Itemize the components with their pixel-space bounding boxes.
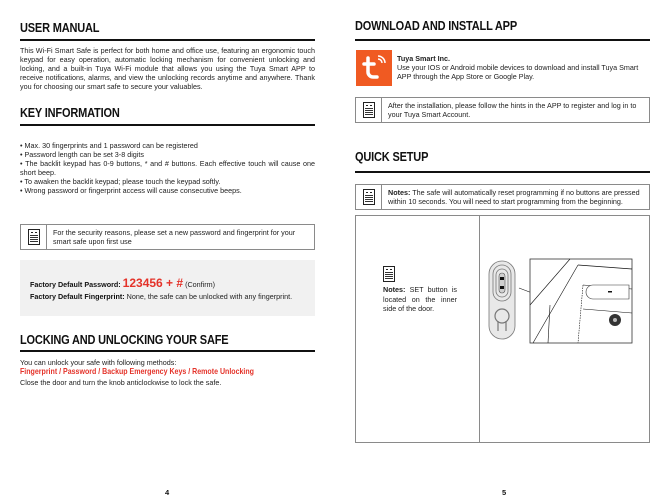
set-button-note — [383, 285, 457, 314]
note-icon — [383, 266, 395, 282]
factory-password-value: 123456 + # — [122, 276, 184, 290]
heading-rule — [20, 350, 315, 352]
heading-rule — [355, 39, 650, 41]
user-manual-body: This Wi-Fi Smart Safe is perfect for both home and office use, featuring an ergonomic touch keypad for easy operation, automatic locking mechanism for convenient unlocking and locking, and a built-in Tuya Wi-Fi module that allows you using the Tuya Smart APP to receive notifications, alarms, and view the unlocking records anytime and anywhere. Thank you for choosing our smart safe to secure your valuables. — [20, 46, 315, 91]
note-icon — [363, 189, 375, 205]
right-page — [335, 0, 670, 502]
factory-password-label: Factory Default Password: — [30, 280, 121, 289]
key-info-item: • Max. 30 fingerprints and 1 password can be registered — [20, 141, 198, 150]
locking-heading: LOCKING AND UNLOCKING YOUR SAFE — [20, 333, 229, 347]
factory-fingerprint-value: None, the safe can be unlocked with any fingerprint. — [126, 292, 293, 301]
setup-note-label: Notes: — [388, 188, 411, 197]
note-icon — [28, 229, 40, 245]
security-note-text: For the security reasons, please set a new password and fingerprint for your smart safe upon first use — [53, 228, 296, 246]
set-button-illustration — [485, 255, 635, 345]
heading-rule — [20, 39, 315, 41]
set-note-label: Notes: — [383, 285, 406, 294]
key-info-list — [20, 141, 315, 195]
download-heading: DOWNLOAD AND INSTALL APP — [355, 19, 518, 33]
page-number: 5 — [502, 488, 507, 497]
app-name: Tuya Smart Inc. — [397, 54, 450, 63]
key-info-item: • The backlit keypad has 0-9 buttons, * and # buttons. Each effective touch will cause one short beep. — [20, 159, 315, 177]
factory-fingerprint-line — [30, 292, 292, 301]
locking-intro: You can unlock your safe with following methods: — [20, 358, 177, 367]
app-info — [397, 54, 650, 81]
install-note-box — [355, 97, 650, 123]
factory-fingerprint-label: Factory Default Fingerprint: — [30, 292, 125, 301]
table-divider — [479, 216, 480, 442]
heading-rule — [20, 124, 315, 126]
set-note-text: SET button is located on the inner side of the door. — [383, 285, 457, 313]
key-info-item: • Wrong password or fingerprint access will cause consecutive beeps. — [20, 186, 242, 195]
tuya-app-icon — [356, 50, 392, 86]
key-info-item: • To awaken the backlit keypad; please touch the keypad softly. — [20, 177, 221, 186]
install-note-text: After the installation, please follow the hints in the APP to register and log in to your Tuya Smart Account. — [388, 101, 637, 119]
quick-setup-heading: QUICK SETUP — [355, 150, 429, 164]
key-info-item: • Password length can be set 3-8 digits — [20, 150, 144, 159]
locking-close-text: Close the door and turn the knob anticlockwise to lock the safe. — [20, 378, 222, 387]
key-information-heading: KEY INFORMATION — [20, 106, 120, 120]
user-manual-heading: USER MANUAL — [20, 21, 100, 35]
security-note-box — [20, 224, 315, 250]
factory-password-suffix: (Confirm) — [185, 280, 216, 289]
app-description: Use your IOS or Android mobile devices to download and install Tuya Smart APP through the App Store or Google Play. — [397, 63, 639, 81]
page-number: 4 — [165, 488, 170, 497]
setup-note-box — [355, 184, 650, 210]
factory-password-line — [30, 276, 215, 290]
note-icon — [363, 102, 375, 118]
unlock-methods: Fingerprint / Password / Backup Emergency Keys / Remote Unlocking — [20, 367, 255, 376]
setup-note-text: The safe will automatically reset programming if no buttons are pressed within 10 seconds. You will need to start programming from the beginning. — [388, 188, 640, 206]
heading-rule — [355, 171, 650, 173]
